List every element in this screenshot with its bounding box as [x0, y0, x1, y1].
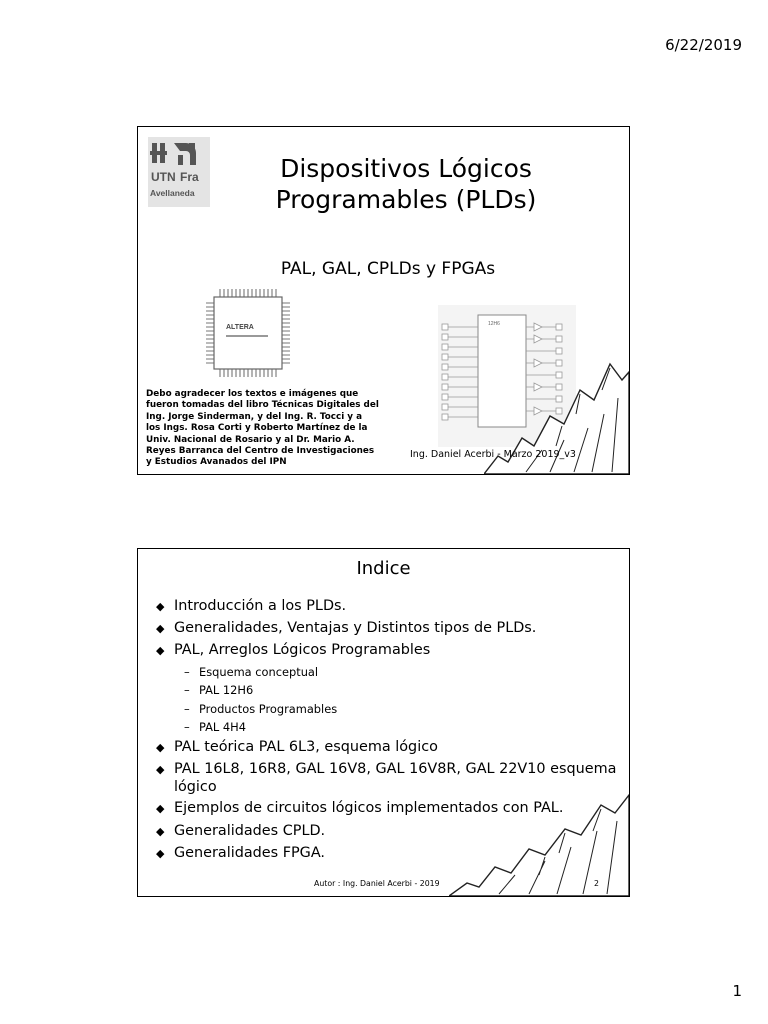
- page-number: 1: [732, 982, 742, 1000]
- dash-icon: –: [184, 701, 190, 716]
- sub-list-item: – Productos Programables: [184, 701, 338, 716]
- diamond-bullet-icon: ◆: [156, 802, 165, 816]
- mountain-illustration: [449, 791, 629, 896]
- svg-text:Fra: Fra: [180, 170, 199, 184]
- svg-text:Avellaneda: Avellaneda: [150, 188, 195, 198]
- diamond-bullet-icon: ◆: [156, 846, 165, 860]
- list-item: ◆ PAL 16L8, 16R8, GAL 16V8, GAL 16V8R, GAL 22V10 esquema lógico: [156, 761, 617, 796]
- dash-icon: –: [184, 664, 190, 679]
- diamond-bullet-icon: ◆: [156, 622, 165, 636]
- slide-1-title-line-2: Programables (PLDs): [275, 185, 537, 214]
- svg-text:UTN: UTN: [151, 170, 176, 184]
- slide-1-title: [246, 153, 566, 215]
- list-item: ◆ Generalidades, Ventajas y Distintos tipos de PLDs.: [156, 620, 537, 637]
- svg-text:12H6: 12H6: [488, 321, 500, 327]
- altera-chip-image: [198, 287, 298, 382]
- sub-list-item: – PAL 4H4: [184, 720, 246, 735]
- list-item: ◆ Generalidades FPGA.: [156, 844, 325, 861]
- diamond-bullet-icon: ◆: [156, 644, 165, 658]
- diamond-bullet-icon: ◆: [156, 600, 165, 613]
- list-item: ◆ PAL teórica PAL 6L3, esquema lógico: [156, 738, 438, 755]
- utn-logo: [148, 137, 210, 207]
- slide-1: [137, 126, 630, 475]
- list-item: ◆ Introducción a los PLDs.: [156, 598, 347, 614]
- list-item: ◆ PAL, Arreglos Lógicos Programables: [156, 642, 431, 659]
- list-item: ◆ Generalidades CPLD.: [156, 822, 326, 839]
- slide-1-footer: Ing. Daniel Acerbi - Marzo 2019_v3: [410, 449, 576, 460]
- slide-2-title: Indice: [356, 558, 411, 579]
- slide-1-subtitle: PAL, GAL, CPLDs y FPGAs: [280, 259, 496, 279]
- page-date: 6/22/2019: [665, 36, 742, 54]
- acknowledgement-text: Debo agradecer los textos e imágenes que fueron tomadas del libro Técnicas Digitales del Ing. Jorge Sinderman, y del Ing. R. Tocci y a los Ings. Rosa Corti y Roberto Martínez de la Univ. Nacional de Rosario y al Dr. Mario A. Reyes Barranca del Centro de Investigaciones y Estudios Avanados del IPN: [146, 389, 379, 468]
- list-item: ◆ Ejemplos de circuitos lógicos implementados con PAL.: [156, 800, 564, 817]
- slide-1-title-line-1: Dispositivos Lógicos: [280, 154, 532, 183]
- slide-2-page-number: 2: [594, 879, 599, 888]
- diamond-bullet-icon: ◆: [156, 763, 165, 777]
- slide-2-footer: Autor : Ing. Daniel Acerbi - 2019: [314, 879, 440, 888]
- sub-list-item: – Esquema conceptual: [184, 664, 319, 679]
- svg-text:ALTERA: ALTERA: [226, 324, 254, 331]
- sub-list-item: – PAL 12H6: [184, 683, 254, 698]
- slide-2: [137, 548, 630, 897]
- dash-icon: –: [184, 683, 190, 698]
- dash-icon: –: [184, 720, 190, 735]
- diamond-bullet-icon: ◆: [156, 740, 165, 754]
- diamond-bullet-icon: ◆: [156, 824, 165, 838]
